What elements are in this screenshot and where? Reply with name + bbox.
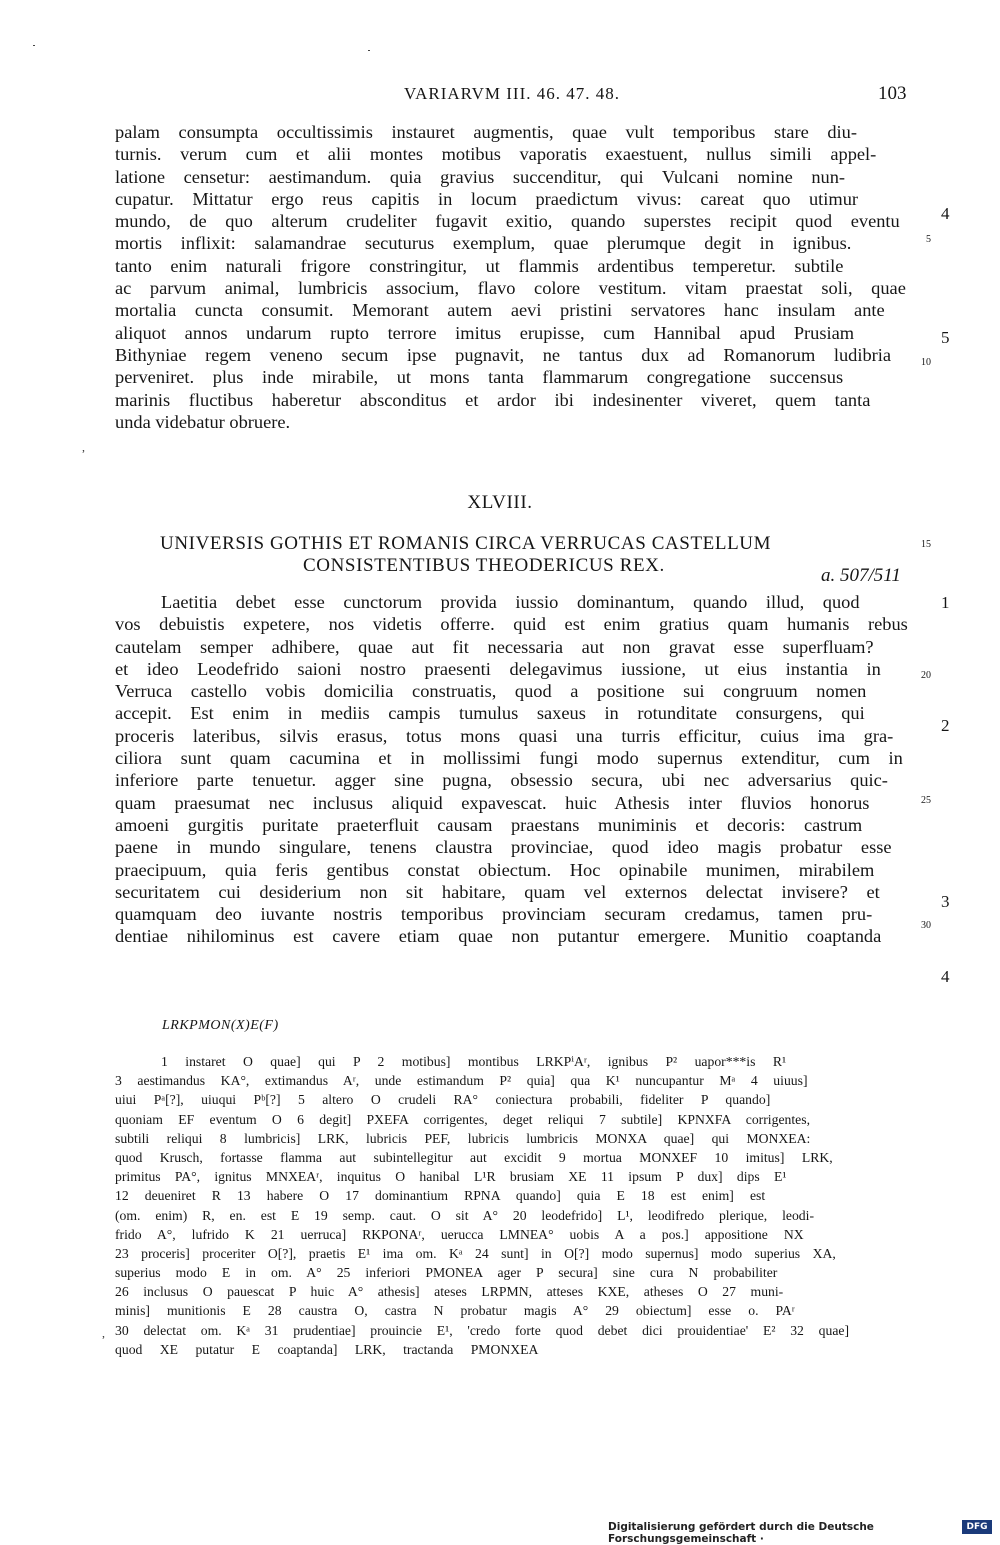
text-line: Verruca castello vobis domicilia construatis, quod a positione sui congruum nomen <box>115 681 867 702</box>
section-number: XLVIII. <box>467 492 533 513</box>
text-line: inferiore parte tenuetur. agger sine pugna, obsessio secura, ubi nec adversarius quic- <box>115 770 888 791</box>
text-line: turnis. verum cum et alii montes motibus vaporatis exaestuent, nullus simili appel- <box>115 144 877 165</box>
dfg-logo: DFG <box>962 1520 992 1534</box>
margin-line-number: 30 <box>921 920 931 931</box>
text-line: accepit. Est enim in mediis campis tumulus saxeus in rotunditate consurgens, qui <box>115 703 865 724</box>
body-text-bottom <box>115 591 912 948</box>
apparatus-line: 30 delectat om. Kᵃ 31 prudentiae] prouincie E¹, 'credo forte quod debet dici prouidentiae' E² 32 quae] <box>115 1322 850 1338</box>
digitization-credit: Digitalisierung gefördert durch die Deutsche Forschungsgemeinschaft · <box>608 1521 874 1545</box>
scan-speck <box>368 50 370 51</box>
letter-heading-line-1: UNIVERSIS GOTHIS ET ROMANIS CIRCA VERRUCAS CASTELLUM <box>160 533 772 554</box>
text-line: tanto enim naturali frigore constringitur, ut flammis ardentibus temperetur. subtile <box>115 255 844 276</box>
letter-date: a. 507/511 <box>821 565 901 586</box>
scan-mark: , <box>82 440 85 454</box>
apparatus-line: superius modo E in om. A° 25 inferiori PMONEA ager P secura] sine cura N probabiliter <box>115 1265 778 1281</box>
text-line: amoeni gurgitis puritate praeterfluit causam praestans muniminis et decoris: castrum <box>115 814 863 835</box>
margin-line-number: 15 <box>921 539 931 550</box>
apparatus-line: 12 deueniret R 13 habere O 17 dominantium RPNA quando] quia E 18 est enim] est <box>115 1188 766 1204</box>
text-line: ac parvum animal, lumbricis associum, flavo colore vestitum. vitam praestat soli, quae <box>115 278 906 299</box>
apparatus-line: subtili reliqui 8 lumbricis] LRK, lubricis PEF, lubricis lumbricis MONXA quae] qui MONXEA: <box>115 1130 811 1146</box>
text-line: unda videbatur obruere. <box>115 411 291 432</box>
text-line: et ideo Leodefrido saioni nostro praesenti delegavimus iussione, ut eius instantia in <box>115 658 881 679</box>
text-line: praecipuum, quia feris gentibus constat obiectum. Hoc opinabile munimen, mirabilem <box>115 859 875 880</box>
text-line: Bithyniae regem veneno secum ipse pugnavit, ne tantus dux ad Romanorum ludibria <box>115 344 892 365</box>
critical-apparatus <box>115 1052 917 1359</box>
apparatus-line: frido A°, lufrido K 21 uerruca] RKPONAʳ, uerucca LMNEA° uobis A a pos.] appositione NX <box>115 1226 804 1242</box>
margin-line-number: 10 <box>921 357 931 368</box>
text-line: paene in mundo singulare, tenens claustra provinciae, quod ideo magis probatur esse <box>115 837 892 858</box>
text-line: mundo, de quo alterum crudeliter fugavit exitio, quando superstes recipit quod eventu <box>115 211 900 232</box>
apparatus-line: 3 aestimandus KA°, extimandus Aʳ, unde estimandum P² quia] qua K¹ nuncupantur Mᵃ 4 uiuus] <box>115 1073 808 1089</box>
margin-section-number: 5 <box>941 328 950 347</box>
margin-section-number: 2 <box>941 716 950 735</box>
text-line: proceris lateribus, silvis erasus, totus mons quasi una turris efficitur, cuius ima gra- <box>115 725 894 746</box>
margin-line-number: 25 <box>921 795 931 806</box>
apparatus-line: 1 instaret O quae] qui P 2 motibus] montibus LRKPⁱAʳ, ignibus P² uapor***is R¹ <box>161 1054 787 1069</box>
apparatus-line: (om. enim) R, en. est E 19 semp. caut. O sit A° 20 leodefrido] L¹, leodifredo plerique, leodi- <box>115 1207 815 1223</box>
text-line: cupatur. Mittatur ergo reus capitis in locum praedictum vivus: careat quo utimur <box>115 188 859 209</box>
apparatus-line: minis] munitionis E 28 caustra O, castra N probatur magis A° 29 obiectum] esse o. PAʳ <box>115 1303 795 1319</box>
apparatus-sigla: LRKPMON(X)E(F) <box>162 1018 279 1033</box>
text-line: latione censetur: aestimandum. quia gravius succenditur, qui Vulcani nomine nun- <box>115 166 846 187</box>
margin-line-number: 20 <box>921 670 931 681</box>
scan-speck <box>33 45 35 46</box>
apparatus-line: quod XE putatur E coaptanda] LRK, tractanda PMONXEA <box>115 1341 539 1357</box>
margin-line-number: 5 <box>926 234 931 245</box>
text-line: aliquot annos undarum rupto terrore imitus erupisse, cum Hannibal apud Prusiam <box>115 322 855 343</box>
page-number: 103 <box>878 83 907 104</box>
running-head <box>0 84 1000 108</box>
running-head-title: VARIARVM III. 46. 47. 48. <box>404 84 620 103</box>
text-line: cautelam semper adhibere, quae aut fit necessaria aut non gravat esse superfluam? <box>115 636 874 657</box>
text-line: quam praesumat nec inclusus aliquid expavescat. huic Athesis inter fluvios honorus <box>115 792 870 813</box>
margin-section-number: 4 <box>941 204 950 223</box>
text-line: palam consumpta occultissimis instauret augmentis, quae vult temporibus stare diu- <box>115 122 857 142</box>
apparatus-line: 23 proceris] proceriter O[?], praetis E¹ ima om. Kᵃ 24 sunt] in O[?] modo supernus] modo superius XA, <box>115 1245 836 1261</box>
text-line: mortis inflixit: salamandrae secuturus exemplum, quae plerumque degit in ignibus. <box>115 233 852 254</box>
text-line: ciliora sunt quam cacumina et in mollissimi fungi modo supernus extenditur, cum in <box>115 748 903 769</box>
text-line: vos debuistis expetere, nos videtis offerre. quid est enim gratius quam humanis rebus <box>115 614 908 635</box>
scan-mark: , <box>102 1326 105 1340</box>
apparatus-line: 26 inclusus O pauescat P huic A° athesis] ateses LRPMN, atteses KXE, atheses O 27 muni- <box>115 1284 784 1300</box>
text-line: Laetitia debet esse cunctorum provida iussio dominantum, quando illud, quod <box>161 592 860 612</box>
margin-section-number: 3 <box>941 892 950 911</box>
body-text-top <box>115 121 912 433</box>
text-line: perveniret. plus inde mirabile, ut mons tanta flammarum congregatione succensus <box>115 367 844 388</box>
apparatus-line: primitus PA°, ignitus MNXEAʳ, inquitus O hanibal L¹R brusiam XE 11 ipsum P dux] dips E¹ <box>115 1169 787 1185</box>
apparatus-line: quoniam EF eventum O 6 degit] PXEFA corrigentes, deget reliqui 7 subtile] KPNXFA corrigentes, <box>115 1111 810 1127</box>
text-line: marinis fluctibus haberetur absconditus et ardor ibi indesinenter viveret, quem tanta <box>115 389 871 410</box>
letter-heading-line-2: CONSISTENTIBUS THEODERICUS REX. <box>303 555 665 576</box>
apparatus-line: uiui Pᵃ[?], uiuqui Pᵇ[?] 5 altero O crudeli RA° coniectura probabili, fideliter P quando] <box>115 1092 771 1108</box>
text-line: securitatem cui desiderium non sit habitare, quam vel externos delectat invisere? et <box>115 881 880 902</box>
apparatus-line: quod Krusch, fortasse flamma aut subintellegitur aut excidit 9 mortua MONXEF 10 imitus] LRK, <box>115 1149 833 1165</box>
text-line: dentiae nihilominus est cavere etiam quae non putantur emergere. Munitio coaptanda <box>115 926 882 947</box>
margin-section-number: 4 <box>941 967 950 986</box>
text-line: quamquam deo iuvante nostris temporibus provinciam securam credamus, tamen pru- <box>115 904 873 925</box>
margin-section-number: 1 <box>941 593 950 612</box>
text-line: mortalia cuncta consumit. Memorant autem aevi pristini servatores hanc insulam ante <box>115 300 885 321</box>
